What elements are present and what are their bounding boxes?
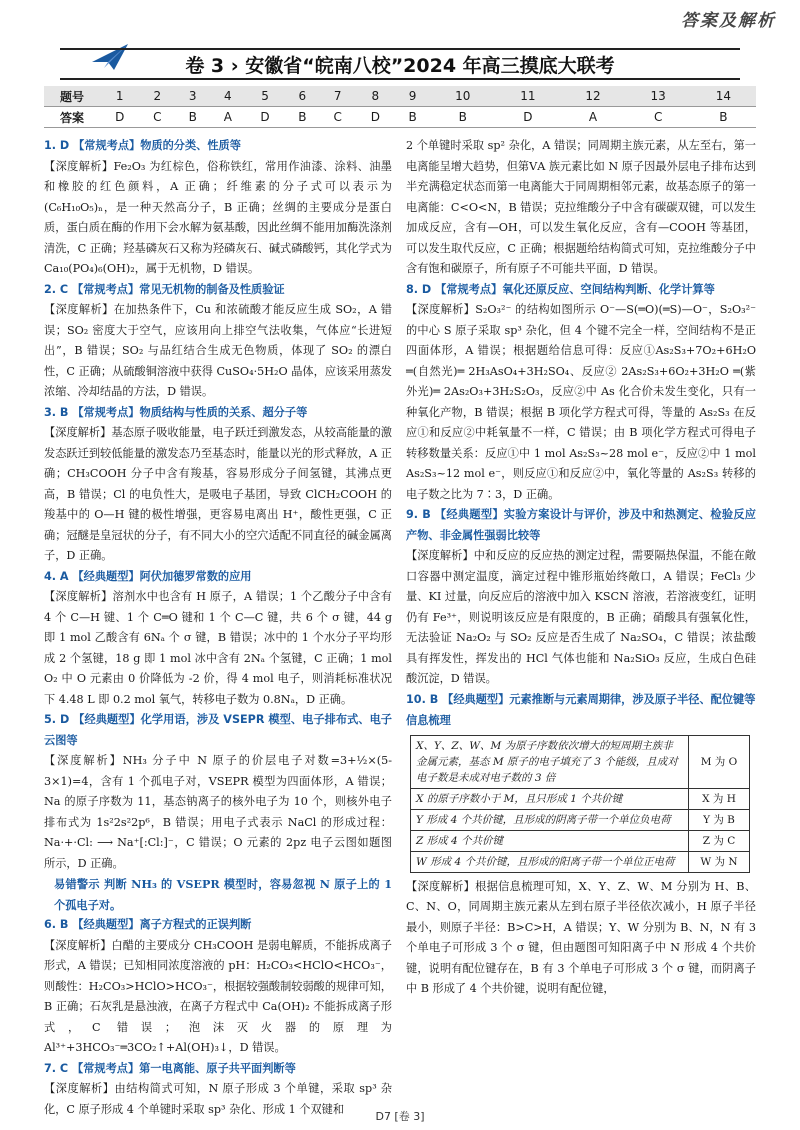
- analysis-paragraph: 【深度解析】基态原子吸收能量，电子跃迁到激发态，从较高能量的激发态跃迁到较低能量的激发态乃至基态时，能量以光的形式释放，A 正确；CH₃COOH 分子中含有羧基，容易形成分子间氢键，其沸点更高，B 错误；Cl 的电负性大，是吸电子基团，导致 ClCH₂COOH 的羧基中的 O—H 键的极性增强，更容易电离出 H⁺，酸性更强，C 正确；冠醚是皇冠状的分子，有不同大小的空穴适配不同直径的碱金属离子，D 正确。: [44, 426, 392, 562]
- question-number: 10: [430, 86, 495, 107]
- info-result: M 为 O: [689, 735, 750, 788]
- question-heading: 6. B 【经典题型】离子方程式的正误判断: [44, 918, 252, 931]
- question-number: 4: [210, 86, 245, 107]
- question-heading: 5. D 【经典题型】化学用语，涉及 VSEPR 模型、电子排布式、电子云图等: [44, 713, 392, 747]
- analysis-paragraph: 【深度解析】Fe₂O₃ 为红棕色，俗称铁红，常用作油漆、涂料、油墨和橡胶的红色颜料，A 正确；纤维素的分子式可以表示为(C₆H₁₀O₅)ₙ，是一种天然高分子，B 正确；丝绸的主要成分是蛋白质，蛋白质在酶的作用下会水解为氨基酸，因此丝绸不能用加酶洗涤剂清洗，C 正确；羟基磷灰石又称为羟磷灰石、碱式磷酸钙，其化学式为 Ca₁₀(PO₄)₆(OH)₂，属于无机物，D 错误。: [44, 159, 392, 275]
- right-column: [406, 136, 756, 1000]
- question-heading: 10. B 【经典题型】元素推断与元素周期律，涉及原子半径、配位键等: [406, 692, 756, 706]
- left-column: [44, 136, 392, 1120]
- question-number: 2: [139, 86, 175, 107]
- question-number: 5: [245, 86, 284, 107]
- analysis-paragraph: 2 个单键时采取 sp² 杂化，A 错误；同周期主族元素，从左至右，第一电离能呈增大趋势，但第ⅤA 族元素比如 N 原子因最外层电子排布达到半充满稳定状态而第一电离能大于同周期相邻元素，故基态原子的第一电离能：C<O<N，B 错误；克拉维酸分子中含有碳碳双键，可以发生加成反应，含有—OH，可以发生氧化反应，含有—COOH 等基团，可以发生取代反应，C 正确；根据题给结构简式可知，克拉维酸分子中含有饱和碳原子，所有原子不可能共平面，D 错误。: [406, 139, 756, 275]
- question-number: 12: [560, 86, 625, 107]
- question-number: 8: [356, 86, 395, 107]
- info-row: [411, 830, 750, 851]
- answer-letter: C: [139, 107, 175, 128]
- answer-letter: B: [285, 107, 320, 128]
- info-result: W 为 N: [689, 851, 750, 872]
- answer-letter: B: [175, 107, 210, 128]
- info-row: [411, 809, 750, 830]
- row-label-number: 题号: [44, 86, 100, 107]
- info-clue: X、Y、Z、W、M 为原子序数依次增大的短周期主族非金属元素，基态 M 原子的电子填充了 3 个能级，且成对电子数是未成对电子数的 3 倍: [411, 735, 689, 788]
- question-number: 6: [285, 86, 320, 107]
- answer-letter: B: [430, 107, 495, 128]
- page-title: 卷 3 › 安徽省“皖南八校”2024 年高三摸底大联考: [185, 54, 615, 77]
- info-clue: W 形成 4 个共价键，且形成的阳离子带一个单位正电荷: [411, 851, 689, 872]
- title-bar: [60, 48, 740, 80]
- info-result: X 为 H: [689, 788, 750, 809]
- answer-letter: B: [691, 107, 756, 128]
- question-number: 14: [691, 86, 756, 107]
- answer-letter: D: [495, 107, 560, 128]
- question-heading: 9. B 【经典题型】实验方案设计与评价，涉及中和热测定、检验反应产物、非金属性强弱比较等: [406, 508, 756, 542]
- info-row: [411, 851, 750, 872]
- info-row: [411, 788, 750, 809]
- question-number: 3: [175, 86, 210, 107]
- info-clue: Y 形成 4 个共价键，且形成的阴离子带一个单位负电荷: [411, 809, 689, 830]
- answer-letter: D: [245, 107, 284, 128]
- analysis-paragraph: 【深度解析】由结构简式可知，N 原子形成 3 个单键，采取 sp³ 杂化，C 原子形成 4 个单键时采取 sp³ 杂化、形成 1 个双键和: [44, 1082, 392, 1116]
- answer-letter: A: [210, 107, 245, 128]
- info-sorting-label: 信息梳理: [406, 713, 451, 727]
- info-result: Z 为 C: [689, 830, 750, 851]
- question-heading: 3. B 【常规考点】物质结构与性质的关系、超分子等: [44, 405, 308, 419]
- question-number: 7: [320, 86, 356, 107]
- question-number: 1: [100, 86, 139, 107]
- analysis-paragraph: 【深度解析】S₂O₃²⁻ 的结构如图所示 O⁻—S(═O)(═S)—O⁻，S₂O₃²⁻ 的中心 S 原子采取 sp³ 杂化，但 4 个键不完全一样，空间结构不是正四面体形，A 错误；根据题给信息可得：反应①As₂S₃+7O₂+6H₂O ═(自然光)═ 2H₃AsO₄+3H₂SO₄、反应② 2As₂S₃+6O₂+3H₂O ═(紫外光)═ 2As₂O₃+3H₂S₂O₃，反应②中 As 化合价未发生变化，只有一种氧化产物，B 错误；根据 B 项化学方程式可得，等量的 As₂S₃ 在反应①和反应②中耗氧量不一样，C 错误；由 B 项化学方程式可得电子转移数量关系：反应①中 1 mol As₂S₃~28 mol e⁻，反应②中 1 mol As₂S₃~12 mol e⁻，则反应①和反应②中，氧化等量的 As₂S₃ 转移的电子数之比为 7∶3，D 正确。: [406, 303, 756, 501]
- row-label-answer: 答案: [44, 107, 100, 128]
- question-heading: 7. C 【常规考点】第一电离能、原子共平面判断等: [44, 1061, 296, 1075]
- answer-letter: D: [100, 107, 139, 128]
- answer-letter: C: [626, 107, 691, 128]
- analysis-paragraph: 【深度解析】中和反应的反应热的测定过程，需要隔热保温，不能在敞口容器中测定温度，滴定过程中锥形瓶始终敞口，A 错误；FeCl₃ 少量、KI 过量，向反应后的溶液中加入 KSCN 溶液，若溶液变红，证明仍有 Fe³⁺，则说明该反应是有限度的，B 正确；硝酸具有强氧化性，无法验证 Na₂O₂ 与 SO₂ 反应是否生成了 Na₂SO₄，C 错误；浓盐酸具有挥发性，挥发出的 HCl 气体也能和 Na₂SiO₃ 反应，生成白色硅酸沉淀，D 错误。: [406, 549, 756, 685]
- question-heading: 8. D 【常规考点】氧化还原反应、空间结构判断、化学计算等: [406, 282, 715, 296]
- answer-letter: B: [395, 107, 430, 128]
- info-clue: X 的原子序数小于 M，且只形成 1 个共价键: [411, 788, 689, 809]
- analysis-paragraph: 【深度解析】NH₃ 分子中 N 原子的价层电子对数=3+½×(5-3×1)=4，含有 1 个孤电子对，VSEPR 模型为四面体形，A 错误；Na 的原子序数为 11，基态钠离子的核外电子为 10 个，则核外电子排布式为 1s²2s²2p⁶，B 错误；用电子式表示 NaCl 的形成过程：Na·+·Cl: ⟶ Na⁺[:Cl:]⁻，C 错误；O 元素的 2pz 电子云图如题图所示，D 正确。: [44, 754, 392, 870]
- error-warning-note: 易错警示 判断 NH₃ 的 VSEPR 模型时，容易忽视 N 原子上的 1 个孤电子对。: [54, 877, 392, 912]
- question-heading: 4. A 【经典题型】阿伏加德罗常数的应用: [44, 569, 252, 583]
- answer-table: [44, 86, 756, 128]
- answer-letter: D: [356, 107, 395, 128]
- info-clue: Z 形成 4 个共价键: [411, 830, 689, 851]
- question-number: 13: [626, 86, 691, 107]
- question-heading: 1. D 【常规考点】物质的分类、性质等: [44, 139, 241, 152]
- analysis-paragraph: 【深度解析】在加热条件下，Cu 和浓硫酸才能反应生成 SO₂，A 错误；SO₂ 密度大于空气，应该用向上排空气法收集，气体应“长进短出”，B 错误；SO₂ 与品红结合生成无色物质，体现了 SO₂ 的漂白性，C 正确；从硫酸铜溶液中获得 CuSO₄·5H₂O 晶体，应该采用蒸发浓缩、冷却结晶的方法，D 错误。: [44, 303, 392, 398]
- info-row: [411, 735, 750, 788]
- page-footer: D7 [卷 3]: [375, 1110, 425, 1123]
- info-result: Y 为 B: [689, 809, 750, 830]
- analysis-paragraph: 【深度解析】根据信息梳理可知，X、Y、Z、W、M 分别为 H、B、C、N、O，同周期主族元素从左到右原子半径依次减小，H 原子半径最小，则原子半径：B>C>H，A 错误；Y、W 分别为 B、N，N 有 3 个单电子可形成 3 个 σ 键，但由题图可知阳离子中 N 形成 4 个共价键，说明有配位键存在，B 有 3 个单电子可形成 3 个 σ 键，而阴离子中 B 形成了 4 个共价键，说明有配位键，: [406, 879, 756, 995]
- question-number: 9: [395, 86, 430, 107]
- analysis-paragraph: 【深度解析】白醋的主要成分 CH₃COOH 是弱电解质，不能拆成离子形式，A 错误；已知相同浓度溶液的 pH：H₂CO₃<HClO<HCO₃⁻，则酸性：H₂CO₃>HClO>HCO₃⁻，根据较强酸制较弱酸的规律可知，B 正确；石灰乳是悬浊液，在离子方程式中 Ca(OH)₂ 不能拆成离子形式，C 错误；泡沫灭火器的原理为 Al³⁺+3HCO₃⁻═3CO₂↑+Al(OH)₃↓，D 错误。: [44, 938, 392, 1054]
- analysis-paragraph: 【深度解析】溶剂水中也含有 H 原子，A 错误；1 个乙酸分子中含有 4 个 C—H 键、1 个 C═O 键和 1 个 C—C 键，共 6 个 σ 键，44 g 即 1 mol 乙酸含有 6Nₐ 个 σ 键，B 错误；冰中的 1 个水分子平均形成 2 个氢键，18 g 即 1 mol 冰中含有 2Nₐ 个氢键，C 正确；1 mol O₂ 中 O 元素由 0 价降低为 -2 价，得 4 mol 电子，则消耗标准状况下 4.48 L 即 0.2 mol 氧气，转移电子数为 0.8Nₐ，D 正确。: [44, 590, 392, 706]
- answer-table-number-row: [44, 86, 756, 107]
- answer-letter: A: [560, 107, 625, 128]
- corner-label: 答案及解析: [681, 11, 776, 31]
- question-heading: 2. C 【常规考点】常见无机物的制备及性质验证: [44, 282, 285, 296]
- answer-letter: C: [320, 107, 356, 128]
- question-number: 11: [495, 86, 560, 107]
- info-sorting-table: [410, 735, 750, 873]
- answer-table-answer-row: [44, 107, 756, 128]
